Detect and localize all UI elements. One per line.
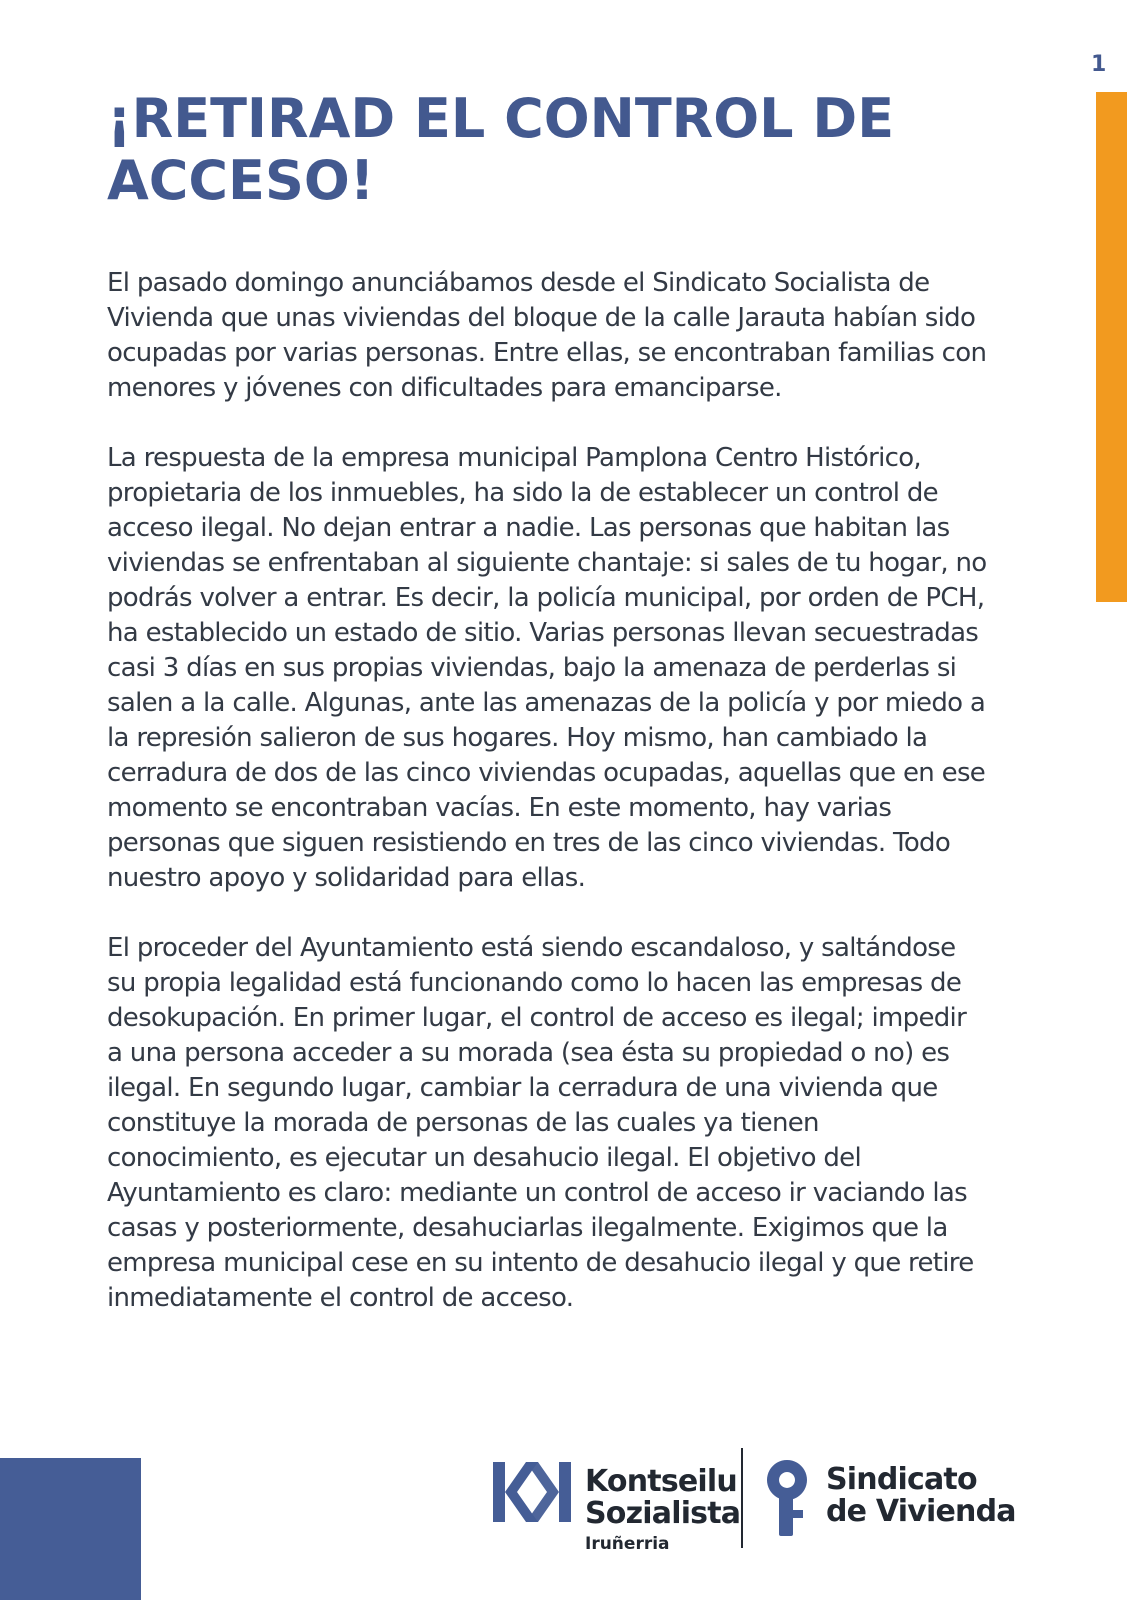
article-body bbox=[107, 266, 987, 1351]
ks-monogram-icon bbox=[493, 1462, 571, 1522]
ks-logo-text bbox=[585, 1466, 740, 1556]
ks-logo-line1: Kontseilu bbox=[585, 1464, 737, 1499]
page-number: 1 bbox=[1091, 52, 1107, 77]
sv-logo-line1: Sindicato bbox=[826, 1462, 977, 1497]
sv-logo-line2: de Vivienda bbox=[826, 1494, 1016, 1529]
ks-logo-line3: Iruñerria bbox=[585, 1534, 670, 1554]
sv-logo-text bbox=[826, 1464, 1016, 1528]
paragraph-2: La respuesta de la empresa municipal Pamplona Centro Histórico, propietaria de los inmuebles, ha sido la de establecer un control de acceso ilegal. No dejan entrar a nadie. Las personas que habitan las viviendas se enfrentaban al siguiente chantaje: si sales de tu hogar, no podrás volver a entrar. Es decir, la policía municipal, por orden de PCH, ha establecido un estado de sitio. Varias personas llevan secuestradas casi 3 días en sus propias viviendas, bajo la amenaza de perderlas si salen a la calle. Algunas, ante las amenazas de la policía y por miedo a la represión salieron de sus hogares. Hoy mismo, han cambiado la cerradura de dos de las cinco viviendas ocupadas, aquellas que en ese momento se encontraban vacías. En este momento, hay varias personas que siguen resistiendo en tres de las cinco viviendas. Todo nuestro apoyo y solidaridad para ellas. bbox=[107, 443, 987, 893]
logo-divider bbox=[741, 1448, 743, 1548]
paragraph-3: El proceder del Ayuntamiento está siendo escandaloso, y saltándose su propia legalidad está funcionando como lo hacen las empresas de desokupación. En primer lugar, el control de acceso es ilegal; impedir a una persona acceder a su morada (sea ésta su propiedad o no) es ilegal. En segundo lugar, cambiar la cerradura de una vivienda que constituye la morada de personas de las cuales ya tienen conocimiento, es ejecutar un desahucio ilegal. El objetivo del Ayuntamiento es claro: mediante un control de acceso ir vaciando las casas y posteriormente, desahuciarlas ilegalmente. Exigimos que la empresa municipal cese en su intento de desahucio ilegal y que retire inmediatamente el control de acceso. bbox=[107, 933, 974, 1313]
ks-logo-line2: Sozialista bbox=[585, 1496, 741, 1531]
paragraph-1: El pasado domingo anunciábamos desde el Sindicato Socialista de Vivienda que unas viviendas del bloque de la calle Jarauta habían sido ocupadas por varias personas. Entre ellas, se encontraban familias con menores y jóvenes con dificultades para emanciparse. bbox=[107, 268, 987, 403]
accent-bar bbox=[1096, 92, 1127, 602]
key-icon bbox=[765, 1458, 809, 1538]
page-title: ¡RETIRAD EL CONTROL DE ACCESO! bbox=[107, 87, 895, 212]
corner-block bbox=[0, 1458, 141, 1600]
